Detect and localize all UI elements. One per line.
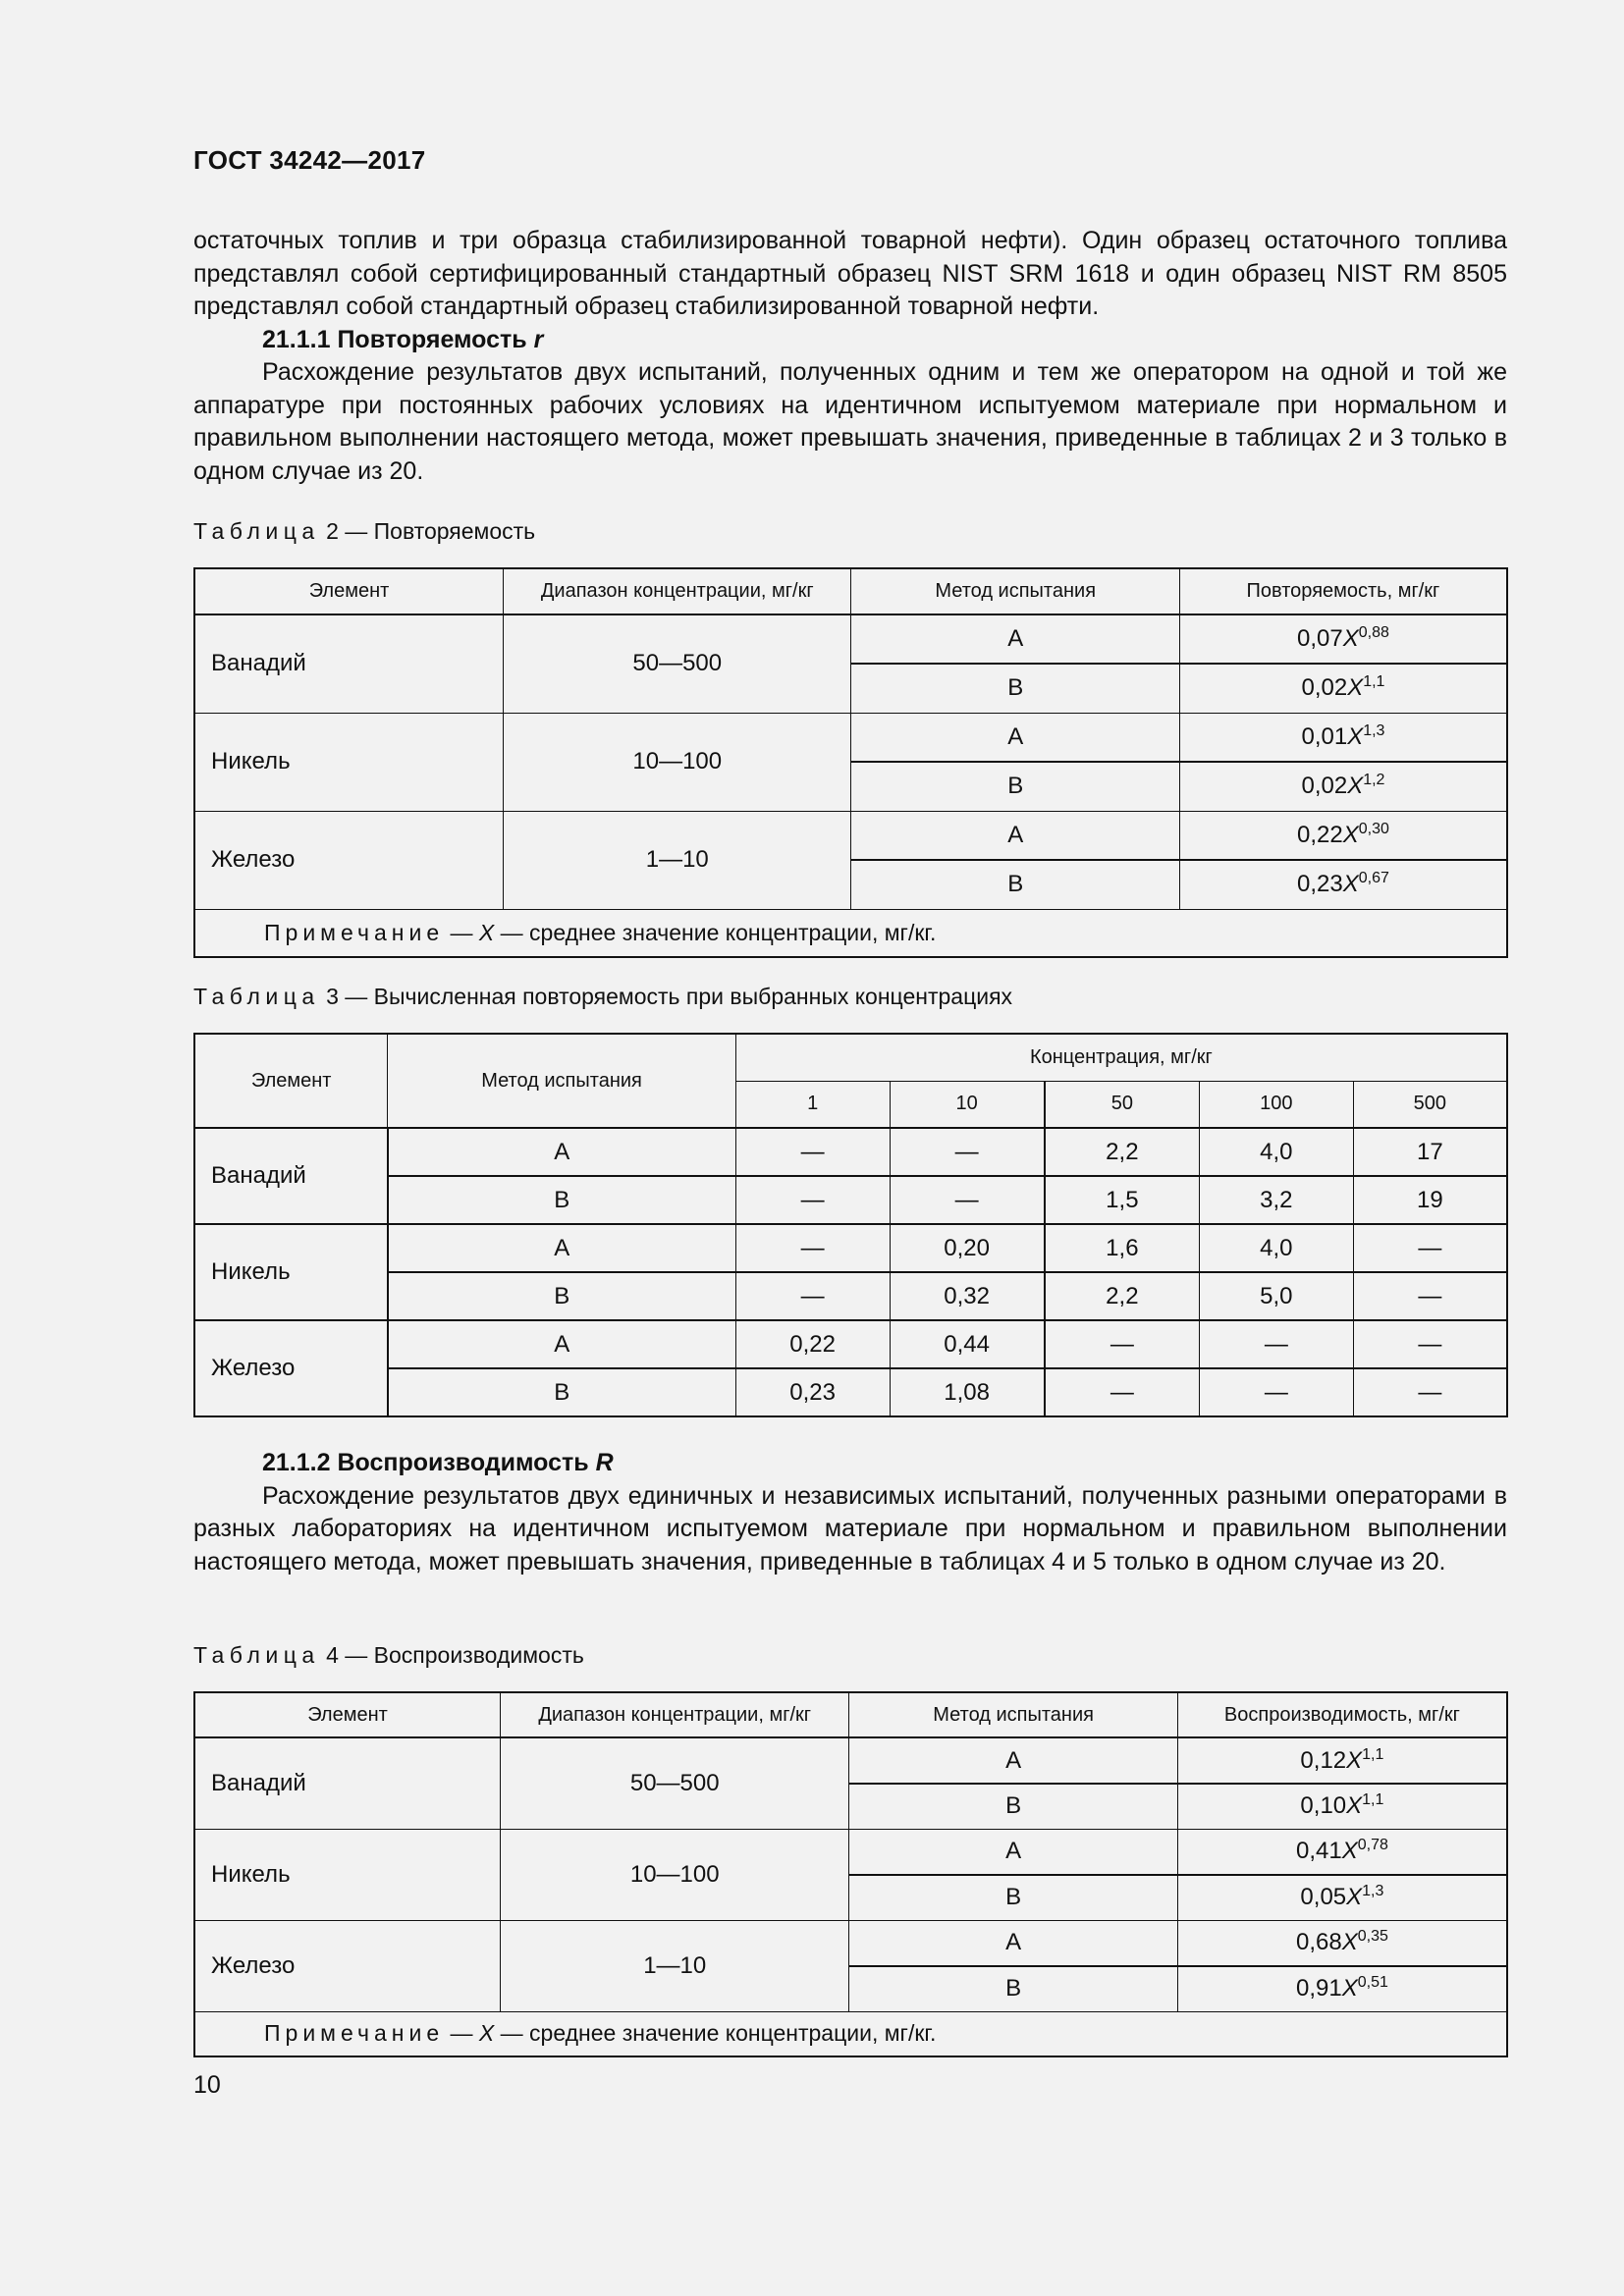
concentration-header: 1	[735, 1081, 890, 1128]
method-cell: A	[849, 1737, 1177, 1784]
value-cell: —	[735, 1224, 890, 1272]
value-cell: 1,5	[1045, 1176, 1200, 1224]
value-cell: 4,0	[1199, 1224, 1353, 1272]
value-cell: —	[735, 1128, 890, 1176]
section-21-1-1-heading	[193, 324, 1507, 357]
value-cell: 3,2	[1199, 1176, 1353, 1224]
method-cell: B	[849, 1875, 1177, 1920]
concentration-header: 500	[1353, 1081, 1507, 1128]
formula-cell: $0,22X^{0,30}$	[1179, 811, 1507, 860]
table2-caption	[193, 518, 535, 545]
concentration-header: 10	[890, 1081, 1045, 1128]
column-header: Диапазон концентрации, мг/кг	[504, 568, 851, 614]
method-cell: B	[851, 860, 1179, 909]
value-cell: 17	[1353, 1128, 1507, 1176]
method-cell: A	[388, 1224, 735, 1272]
value-cell: —	[1045, 1368, 1200, 1416]
value-cell: —	[1199, 1320, 1353, 1368]
page-number: 10	[193, 2071, 221, 2099]
section-21-1-2-text: Расхождение результатов двух единичных и независимых испытаний, полученных разными операторами в разных лабораториях на идентичном испытуемом материале при нормальном и правильном выполнении настоящего метода, может превышать значения, приведенные в таблицах 4 и 5 только в одном случае из 20.	[193, 1481, 1507, 1575]
element-cell: Ванадий	[194, 1128, 388, 1224]
column-header: Диапазон концентрации, мг/кг	[501, 1692, 849, 1737]
value-cell: —	[735, 1272, 890, 1320]
method-cell: A	[849, 1920, 1177, 1966]
method-cell: B	[851, 664, 1179, 713]
formula-cell: $0,07X^{0,88}$	[1179, 614, 1507, 664]
element-cell: Железо	[194, 1920, 501, 2011]
table-note: Примечание — X — среднее значение концентрации, мг/кг.	[194, 2011, 1507, 2056]
column-header: Метод испытания	[851, 568, 1179, 614]
method-cell: A	[388, 1128, 735, 1176]
method-cell: B	[849, 1784, 1177, 1829]
formula-cell: $0,01X^{1,3}$	[1179, 713, 1507, 762]
formula-cell: $0,02X^{1,2}$	[1179, 762, 1507, 811]
range-cell: 50—500	[501, 1737, 849, 1829]
formula-cell: $0,68X^{0,35}$	[1177, 1920, 1507, 1966]
value-cell: —	[1353, 1368, 1507, 1416]
table4-reproducibility	[193, 1691, 1508, 2057]
element-cell: Никель	[194, 1829, 501, 1920]
value-cell: 19	[1353, 1176, 1507, 1224]
column-header: Воспроизводимость, мг/кг	[1177, 1692, 1507, 1737]
element-cell: Никель	[194, 713, 504, 811]
element-cell: Ванадий	[194, 614, 504, 713]
value-cell: —	[1353, 1224, 1507, 1272]
value-cell: —	[890, 1128, 1045, 1176]
value-cell: 1,08	[890, 1368, 1045, 1416]
caption-word: Таблица	[193, 1642, 320, 1668]
formula-cell: $0,05X^{1,3}$	[1177, 1875, 1507, 1920]
element-cell: Ванадий	[194, 1737, 501, 1829]
concentration-header: 100	[1199, 1081, 1353, 1128]
caption-word: Таблица	[193, 984, 320, 1009]
body-text-middle	[193, 1447, 1507, 1578]
value-cell: 0,22	[735, 1320, 890, 1368]
intro-paragraph: остаточных топлив и три образца стабилизированной товарной нефти). Один образец остаточного топлива представлял собой сертифицированный стандартный образец NIST SRM 1618 и один образец NIST RM 8505 представлял собой стандартный образец стабилизированной товарной нефти.	[193, 227, 1507, 320]
formula-cell: $0,23X^{0,67}$	[1179, 860, 1507, 909]
table4-caption	[193, 1642, 584, 1669]
column-header: Метод испытания	[849, 1692, 1177, 1737]
value-cell: —	[735, 1176, 890, 1224]
section-symbol: R	[595, 1449, 614, 1476]
element-cell: Никель	[194, 1224, 388, 1320]
value-cell: 5,0	[1199, 1272, 1353, 1320]
column-header: Элемент	[194, 568, 504, 614]
section-symbol: r	[533, 325, 544, 353]
value-cell: 0,23	[735, 1368, 890, 1416]
value-cell: —	[890, 1176, 1045, 1224]
value-cell: 0,44	[890, 1320, 1045, 1368]
value-cell: 2,2	[1045, 1128, 1200, 1176]
column-header: Концентрация, мг/кг	[735, 1034, 1507, 1081]
value-cell: 2,2	[1045, 1272, 1200, 1320]
method-cell: A	[388, 1320, 735, 1368]
column-header: Метод испытания	[388, 1034, 735, 1128]
method-cell: B	[388, 1272, 735, 1320]
method-cell: B	[849, 1966, 1177, 2011]
method-cell: B	[851, 762, 1179, 811]
value-cell: 0,32	[890, 1272, 1045, 1320]
method-cell: A	[851, 614, 1179, 664]
method-cell: A	[849, 1829, 1177, 1875]
document-header: ГОСТ 34242—2017	[193, 145, 426, 175]
caption-word: Таблица	[193, 518, 320, 544]
value-cell: —	[1353, 1272, 1507, 1320]
range-cell: 10—100	[504, 713, 851, 811]
value-cell: 4,0	[1199, 1128, 1353, 1176]
table3-caption	[193, 984, 1012, 1010]
method-cell: B	[388, 1176, 735, 1224]
section-21-1-2-heading	[193, 1447, 1507, 1480]
formula-cell: $0,02X^{1,1}$	[1179, 664, 1507, 713]
element-cell: Железо	[194, 1320, 388, 1416]
method-cell: A	[851, 811, 1179, 860]
section-21-1-1-text: Расхождение результатов двух испытаний, полученных одним и тем же оператором на одной и той же аппаратуре при постоянных рабочих условиях на идентичном испытуемом материале при нормальном и правильном выполнении настоящего метода, может превышать значения, приведенные в таблицах 2 и 3 только в одном случае из 20.	[193, 358, 1507, 485]
value-cell: 1,6	[1045, 1224, 1200, 1272]
element-cell: Железо	[194, 811, 504, 909]
body-text-top	[193, 225, 1507, 488]
value-cell: —	[1199, 1368, 1353, 1416]
table2-repeatability	[193, 567, 1508, 958]
value-cell: —	[1353, 1320, 1507, 1368]
caption-text: 2 — Повторяемость	[326, 518, 536, 544]
range-cell: 50—500	[504, 614, 851, 713]
section-number: 21.1.1 Повторяемость	[262, 325, 527, 353]
table-note: Примечание — X — среднее значение концентрации, мг/кг.	[194, 909, 1507, 957]
formula-cell: $0,10X^{1,1}$	[1177, 1784, 1507, 1829]
column-header: Элемент	[194, 1692, 501, 1737]
formula-cell: $0,41X^{0,78}$	[1177, 1829, 1507, 1875]
method-cell: B	[388, 1368, 735, 1416]
caption-text: 3 — Вычисленная повторяемость при выбранных концентрациях	[326, 984, 1013, 1009]
column-header: Повторяемость, мг/кг	[1179, 568, 1507, 614]
method-cell: A	[851, 713, 1179, 762]
concentration-header: 50	[1045, 1081, 1200, 1128]
column-header: Элемент	[194, 1034, 388, 1128]
caption-text: 4 — Воспроизводимость	[326, 1642, 584, 1668]
value-cell: —	[1045, 1320, 1200, 1368]
range-cell: 1—10	[504, 811, 851, 909]
formula-cell: $0,12X^{1,1}$	[1177, 1737, 1507, 1784]
range-cell: 1—10	[501, 1920, 849, 2011]
table3-calculated-repeatability	[193, 1033, 1508, 1417]
value-cell: 0,20	[890, 1224, 1045, 1272]
range-cell: 10—100	[501, 1829, 849, 1920]
section-number: 21.1.2 Воспроизводимость	[262, 1449, 589, 1476]
formula-cell: $0,91X^{0,51}$	[1177, 1966, 1507, 2011]
